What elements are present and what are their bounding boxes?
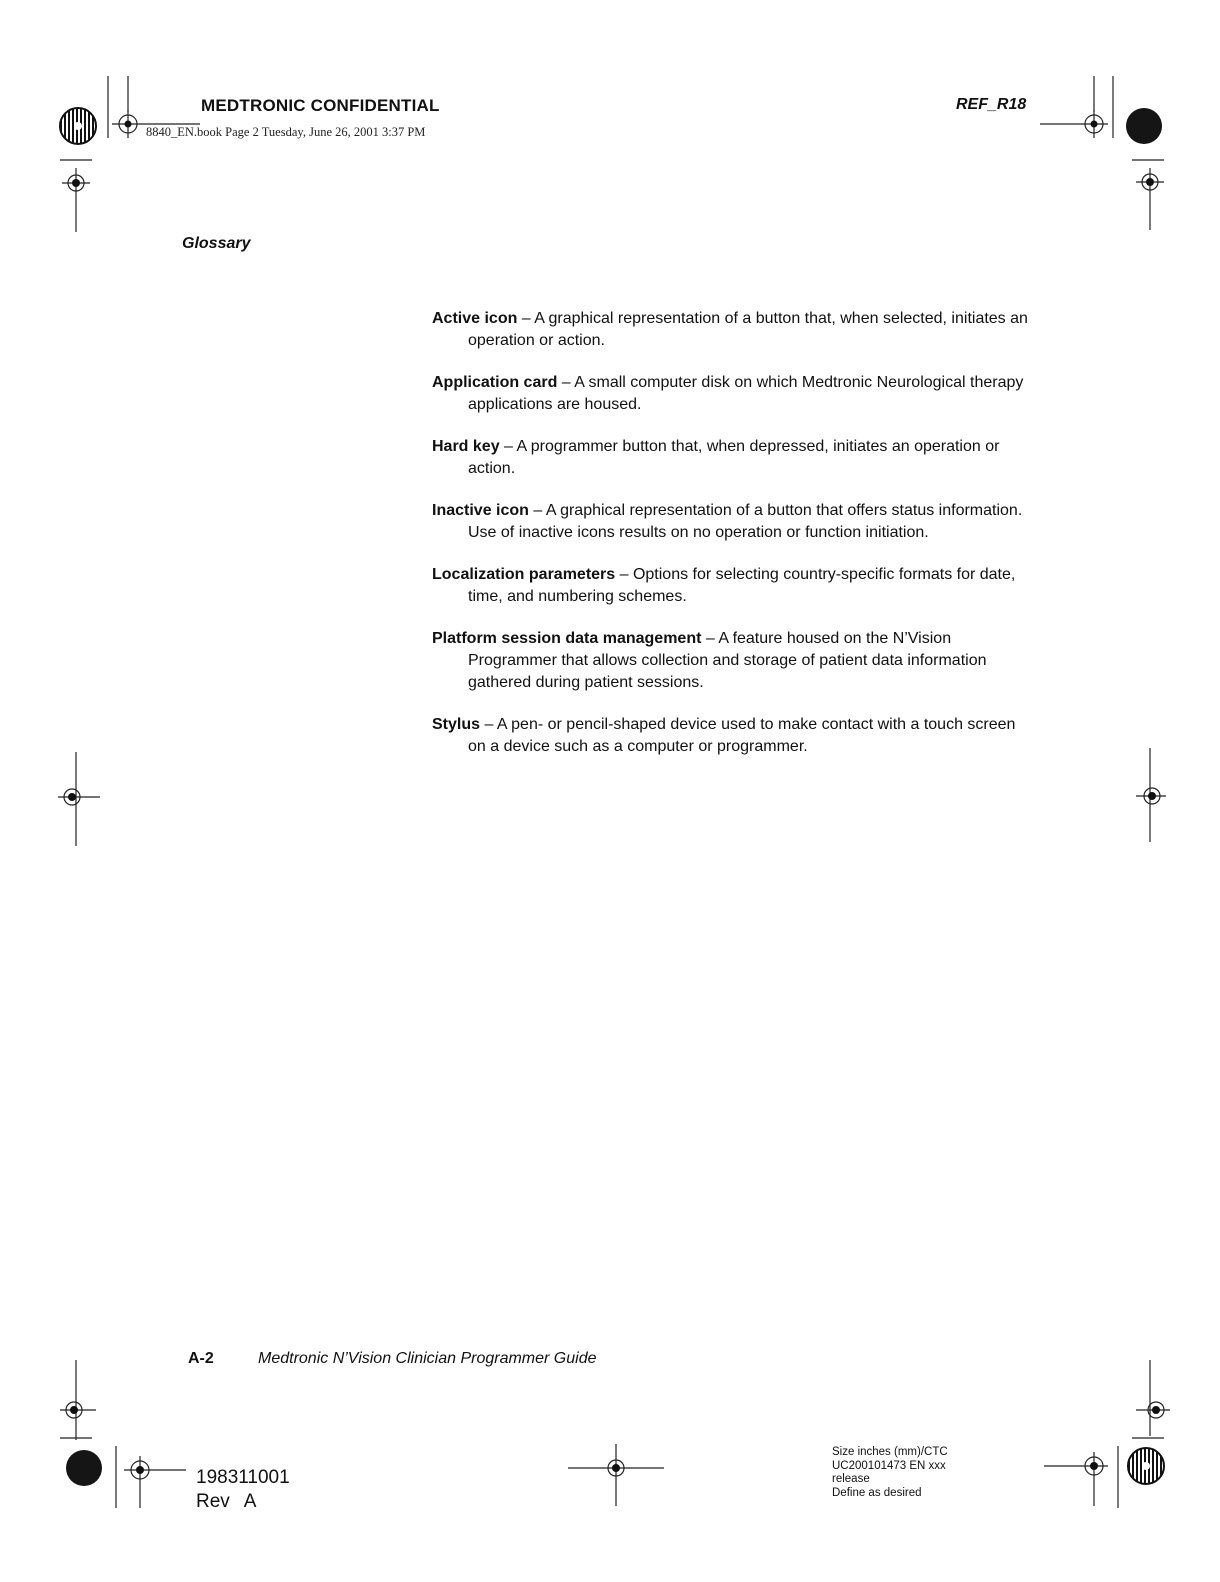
reference-code: REF_R18 (956, 96, 1027, 113)
glossary-definition: – A feature housed on the N’Vision Programmer that allows collection and storage of patient data information gathered during patient sessions. (468, 630, 987, 691)
glossary-term: Inactive icon (432, 502, 529, 519)
confidential-label: MEDTRONIC CONFIDENTIAL (201, 96, 440, 115)
page-number: A-2 (188, 1350, 214, 1367)
glossary-entry-platform-session (432, 628, 1032, 694)
glossary-definition: – A graphical representation of a button that offers status information. Use of inactive icons results on no operation or function initiation. (468, 502, 1023, 541)
glossary-definition: – Options for selecting country-specific formats for date, time, and numbering schemes. (468, 566, 1016, 605)
part-number: 198311001 (196, 1467, 290, 1488)
glossary-definition: – A graphical representation of a button that, when selected, initiates an operation or action. (468, 310, 1028, 349)
section-title: Glossary (182, 235, 251, 252)
size-info-line: Define as desired (832, 1486, 922, 1499)
revision (196, 1490, 256, 1514)
revision-value: A (243, 1491, 257, 1512)
glossary-term: Hard key (432, 438, 500, 455)
glossary-term: Stylus (432, 716, 481, 733)
size-info-line: release (832, 1473, 870, 1485)
glossary-entry-localization-parameters (432, 564, 1032, 608)
size-info-block (832, 1446, 948, 1500)
revision-label: Rev (196, 1491, 230, 1512)
glossary-definition: – A programmer button that, when depressed, initiates an operation or action. (468, 438, 1000, 477)
size-info-line: UC200101473 EN xxx (832, 1459, 946, 1472)
glossary-definition: – A pen- or pencil-shaped device used to make contact with a touch screen on a device such as a computer or programmer. (468, 716, 1016, 755)
glossary-term: Platform session data management (432, 630, 702, 647)
glossary-entry-stylus (432, 714, 1032, 758)
glossary-definition: – A small computer disk on which Medtronic Neurological therapy applications are housed. (468, 374, 1024, 413)
glossary-entry-active-icon (432, 308, 1032, 352)
glossary-term: Localization parameters (432, 566, 616, 583)
glossary-term: Application card (432, 374, 558, 391)
glossary-entry-hard-key (432, 436, 1032, 480)
book-info: 8840_EN.book Page 2 Tuesday, June 26, 2001 3:37 PM (146, 125, 426, 139)
glossary-list (432, 308, 1032, 778)
glossary-term: Active icon (432, 310, 518, 327)
guide-title: Medtronic N’Vision Clinician Programmer Guide (258, 1350, 597, 1367)
glossary-entry-inactive-icon (432, 500, 1032, 544)
size-info-line: Size inches (mm)/CTC (832, 1446, 948, 1458)
glossary-entry-application-card (432, 372, 1032, 416)
